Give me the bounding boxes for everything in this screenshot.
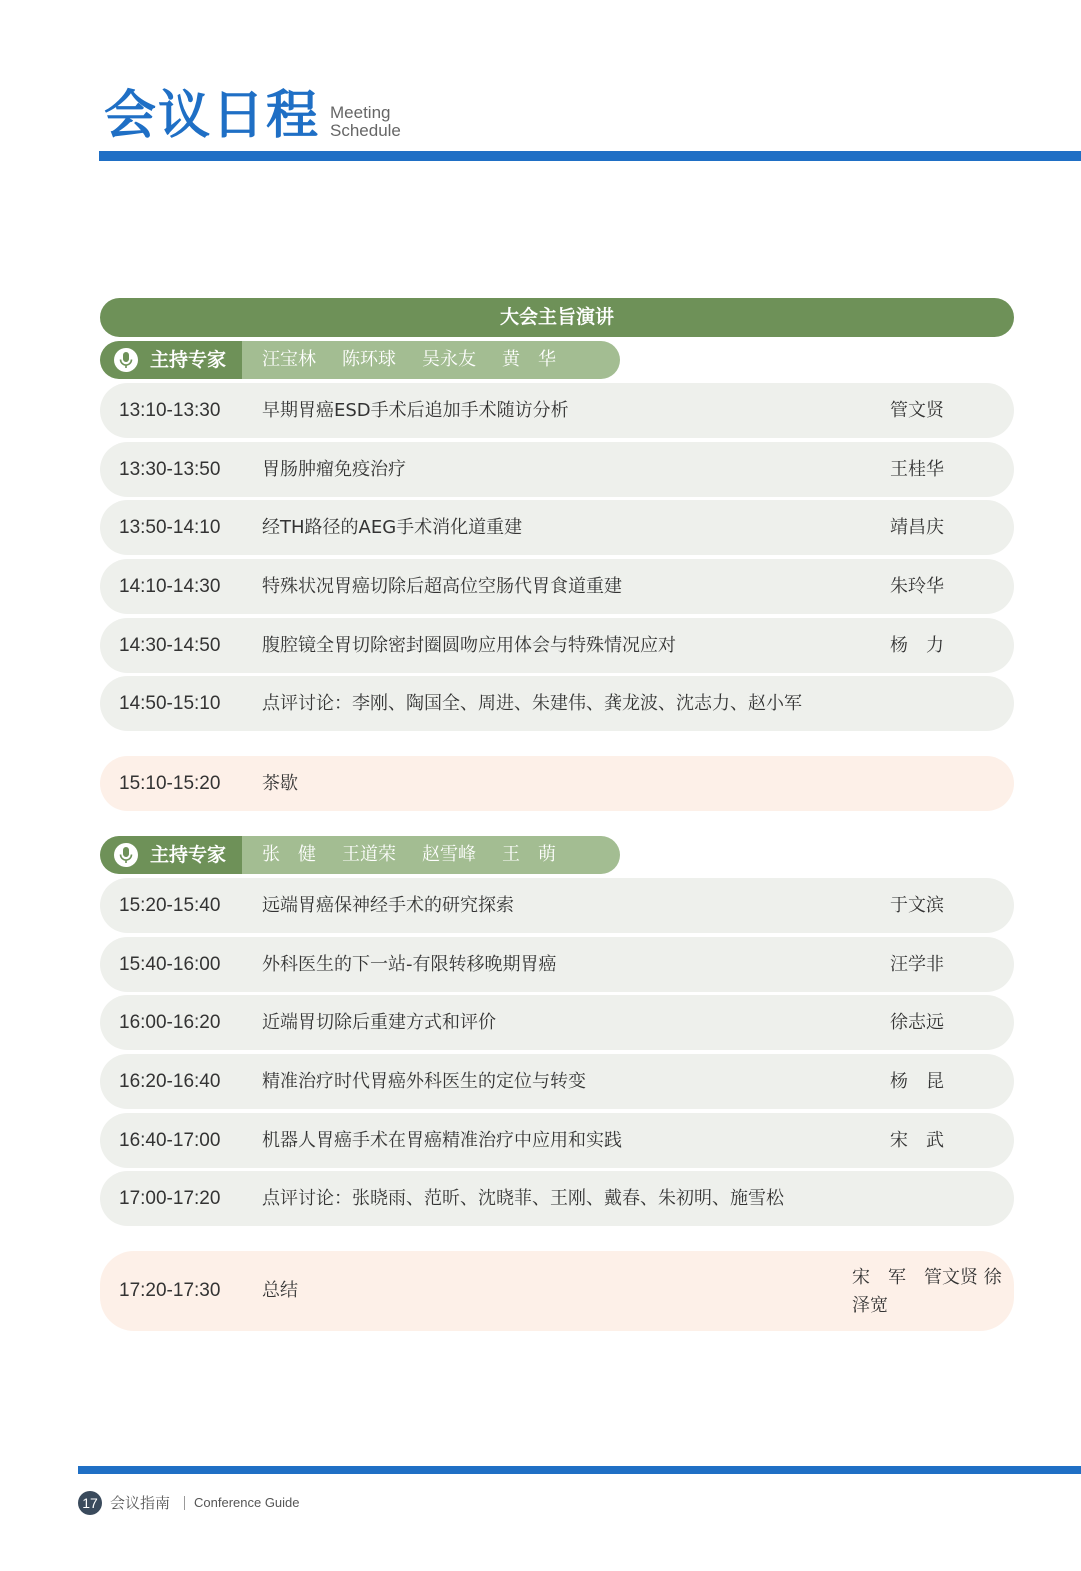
host-name: 汪宝林 (262, 349, 316, 370)
session-speaker: 朱玲华 (890, 576, 944, 597)
session-topic: 胃肠肿瘤免疫治疗 (262, 459, 406, 480)
session-topic: 点评讨论：李刚、陶国全、周进、朱建伟、龚龙波、沈志力、赵小军 (262, 693, 802, 714)
session-topic: 经TH路径的AEG手术消化道重建 (262, 517, 523, 538)
session-topic: 点评讨论：张晓雨、范昕、沈晓菲、王刚、戴春、朱初明、施雪松 (262, 1188, 784, 1209)
session-topic: 近端胃切除后重建方式和评价 (262, 1012, 496, 1033)
host-name: 王 萌 (502, 844, 556, 865)
footer-guide-zh: 会议指南 (110, 1494, 171, 1512)
session-speaker: 于文滨 (890, 895, 944, 916)
page-number: 17 (78, 1491, 102, 1515)
footer-divider (78, 1466, 1081, 1474)
microphone-icon (114, 843, 138, 867)
footer-guide-en: Conference Guide (194, 1495, 300, 1510)
schedule-row (100, 1054, 1014, 1109)
session-time: 13:30-13:50 (119, 459, 221, 480)
host-label: 主持专家 (150, 844, 227, 866)
session-time: 15:40-16:00 (119, 954, 221, 975)
schedule-row (100, 1113, 1014, 1168)
section-banner: 大会主旨演讲 (100, 298, 1014, 337)
host-name: 黄 华 (502, 349, 556, 370)
session-speaker: 宋 军 管文贤 徐泽宽 (852, 1267, 1002, 1316)
host-label-box (100, 836, 242, 874)
schedule-row (100, 995, 1014, 1050)
session-topic: 特殊状况胃癌切除后超高位空肠代胃食道重建 (262, 576, 622, 597)
session-topic: 茶歇 (262, 773, 298, 794)
schedule-row (100, 559, 1014, 614)
session-speaker: 管文贤 (890, 400, 944, 421)
header-divider (99, 151, 1081, 161)
schedule-row (100, 442, 1014, 497)
subtitle-line-2: Schedule (330, 121, 401, 140)
session-speaker: 宋 武 (890, 1130, 944, 1151)
session-time: 14:50-15:10 (119, 693, 221, 714)
session-speaker: 王桂华 (890, 459, 944, 480)
session-time: 15:10-15:20 (119, 773, 221, 794)
summary-row (100, 1251, 1014, 1331)
session-topic: 早期胃癌ESD手术后追加手术随访分析 (262, 400, 569, 421)
session-topic: 总结 (262, 1280, 298, 1301)
host-name: 张 健 (262, 844, 316, 865)
session-time: 14:10-14:30 (119, 576, 221, 597)
session-time: 16:20-16:40 (119, 1071, 221, 1092)
schedule-row (100, 1171, 1014, 1226)
session-time: 17:20-17:30 (119, 1280, 221, 1301)
session-speaker: 汪学非 (890, 954, 944, 975)
session-time: 16:00-16:20 (119, 1012, 221, 1033)
session-speaker: 杨 力 (890, 635, 944, 656)
host-label-box (100, 341, 242, 379)
session-topic: 外科医生的下一站-有限转移晚期胃癌 (262, 954, 557, 975)
schedule-row (100, 618, 1014, 673)
host-names (262, 341, 582, 379)
session-speaker: 杨 昆 (890, 1071, 944, 1092)
break-row (100, 756, 1014, 811)
host-bar (100, 836, 620, 874)
schedule-row (100, 937, 1014, 992)
session-time: 14:30-14:50 (119, 635, 221, 656)
schedule-row (100, 383, 1014, 438)
page-title: 会议日程 (104, 86, 321, 146)
session-topic: 精准治疗时代胃癌外科医生的定位与转变 (262, 1071, 586, 1092)
session-topic: 腹腔镜全胃切除密封圈圆吻应用体会与特殊情况应对 (262, 635, 676, 656)
host-names (262, 836, 582, 874)
host-name: 吴永友 (422, 349, 476, 370)
session-time: 16:40-17:00 (119, 1130, 221, 1151)
schedule-row (100, 676, 1014, 731)
schedule-row (100, 500, 1014, 555)
microphone-icon (114, 348, 138, 372)
host-bar (100, 341, 620, 379)
session-speaker: 靖昌庆 (890, 517, 944, 538)
schedule-row (100, 878, 1014, 933)
session-time: 13:10-13:30 (119, 400, 221, 421)
session-speaker: 徐志远 (890, 1012, 944, 1033)
session-time: 13:50-14:10 (119, 517, 221, 538)
page-subtitle (330, 104, 401, 140)
host-name: 赵雪峰 (422, 844, 476, 865)
session-topic: 远端胃癌保神经手术的研究探索 (262, 895, 514, 916)
session-time: 15:20-15:40 (119, 895, 221, 916)
session-time: 17:00-17:20 (119, 1188, 221, 1209)
host-name: 王道荣 (342, 844, 396, 865)
host-label: 主持专家 (150, 349, 227, 371)
session-topic: 机器人胃癌手术在胃癌精准治疗中应用和实践 (262, 1130, 622, 1151)
footer-separator (184, 1496, 185, 1510)
host-name: 陈环球 (342, 349, 396, 370)
subtitle-line-1: Meeting (330, 103, 391, 122)
